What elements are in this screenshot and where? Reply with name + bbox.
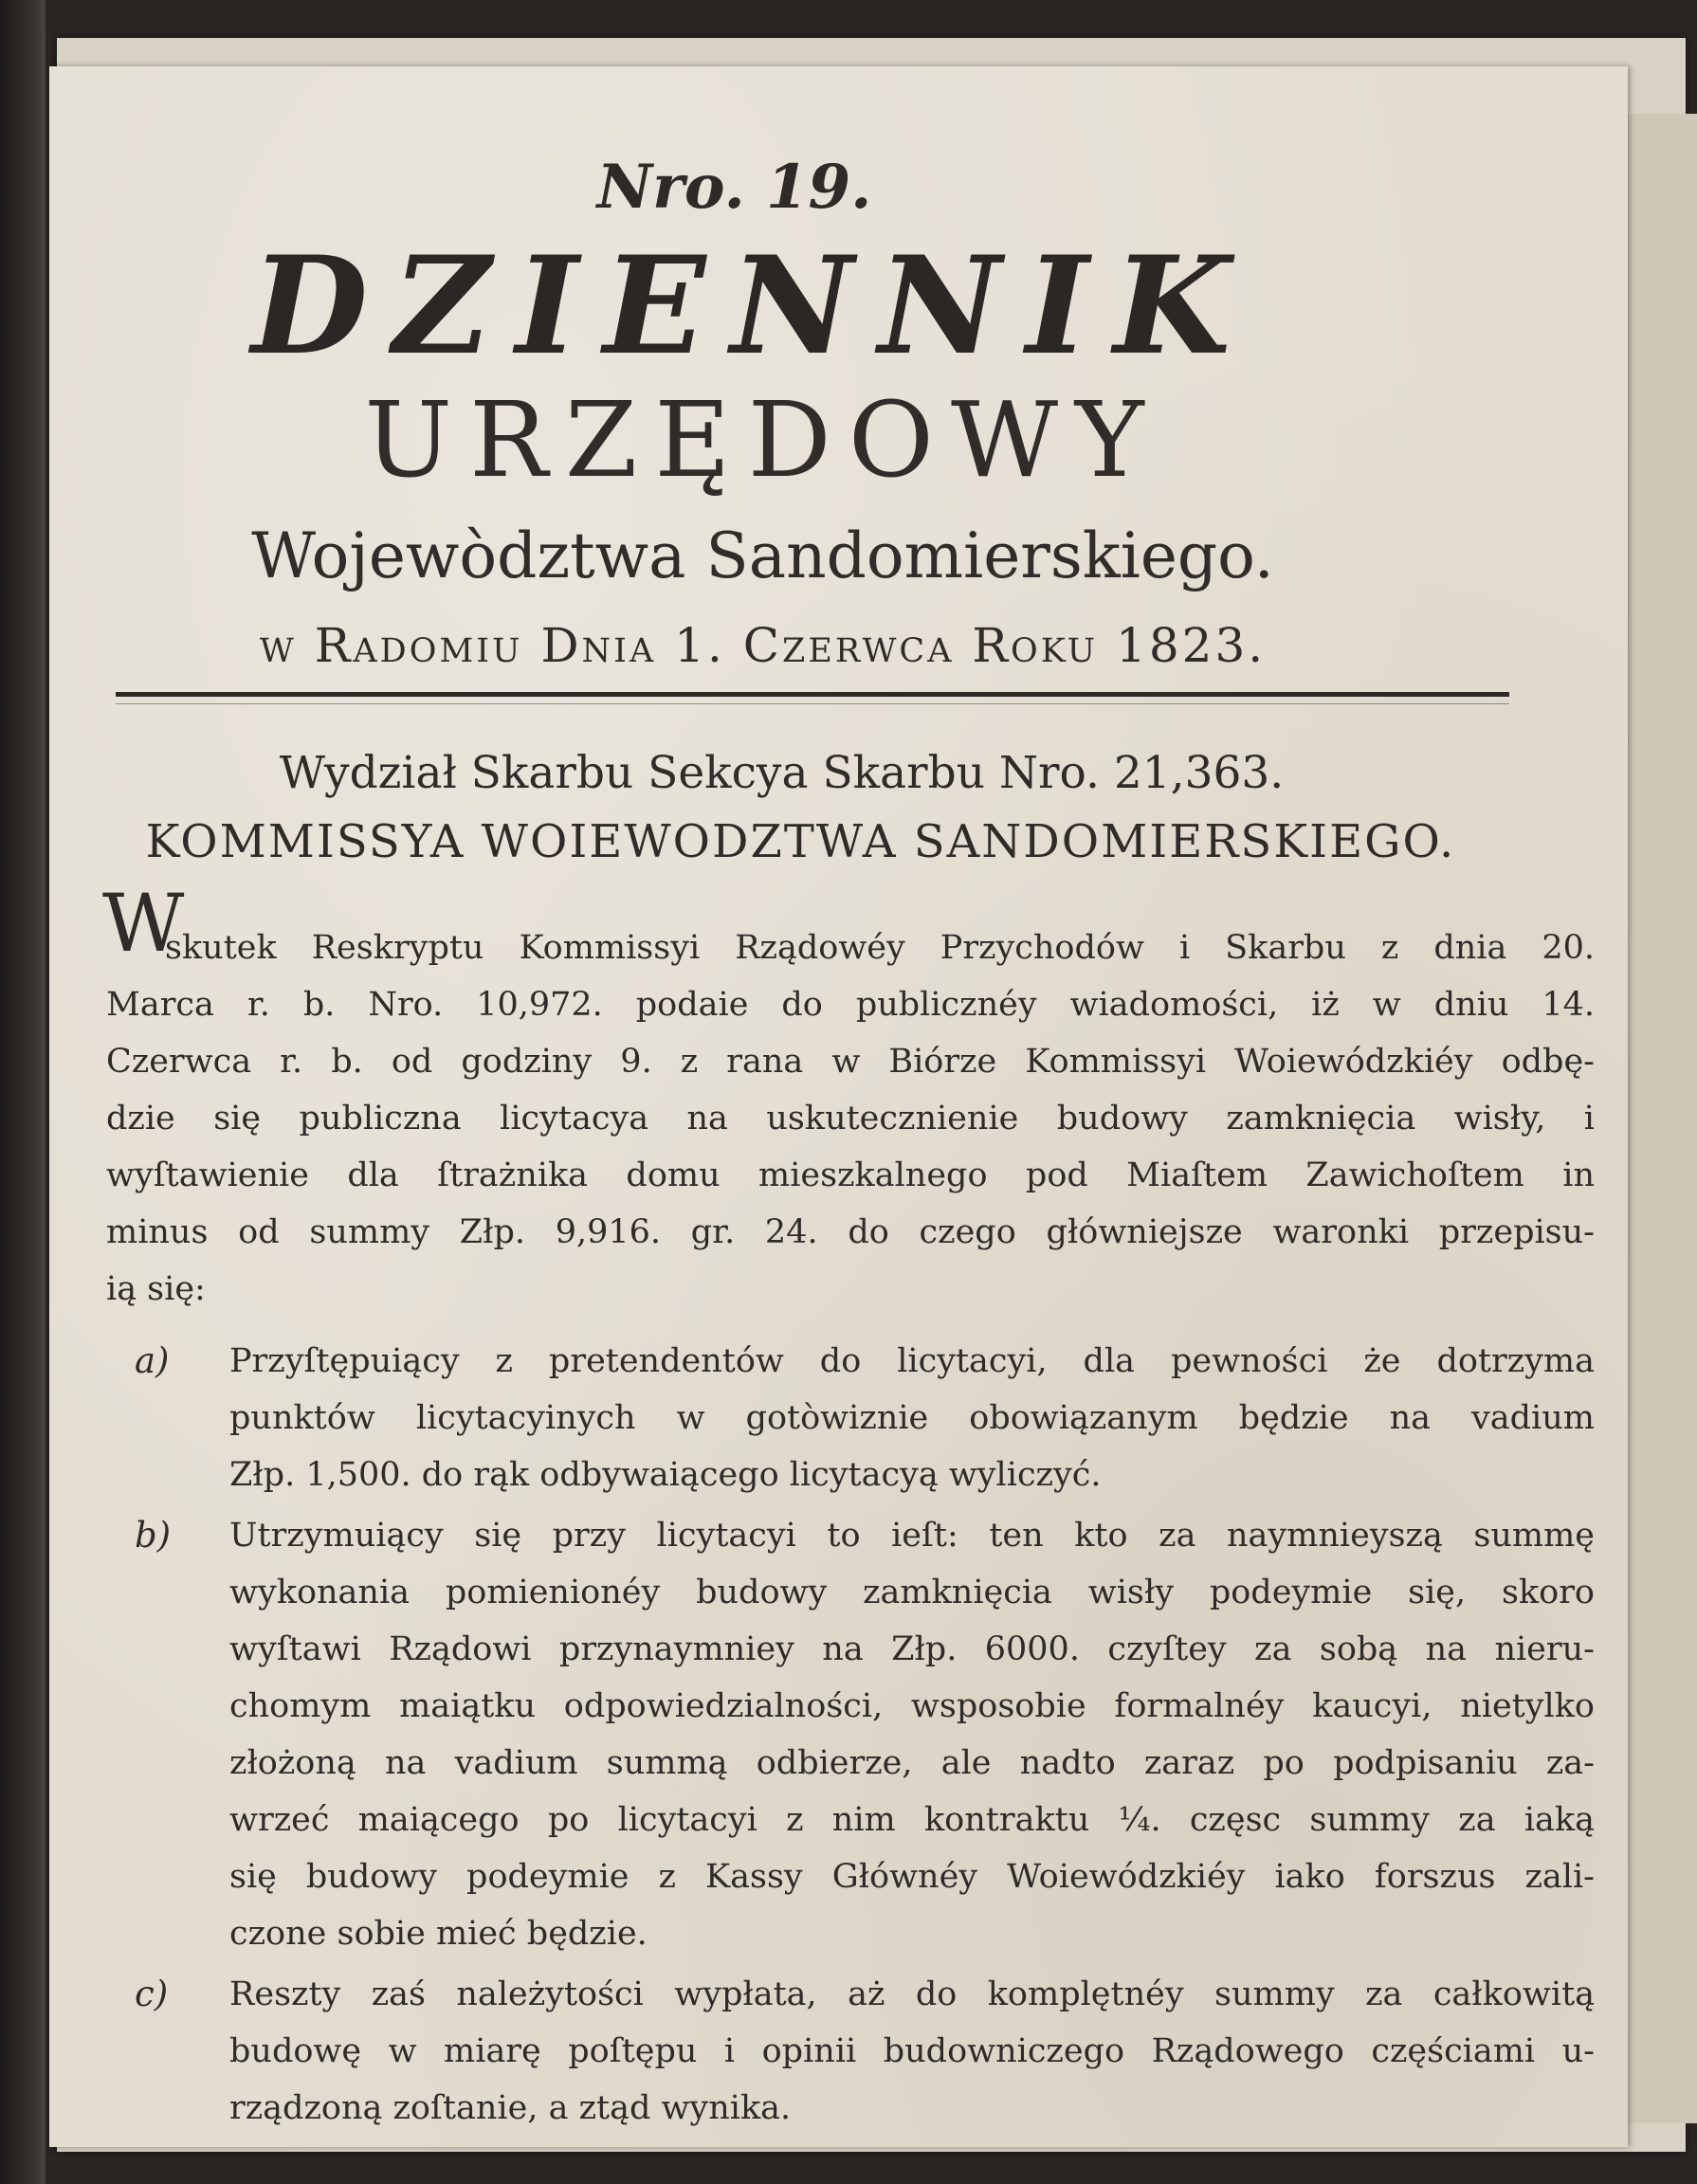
text-line: rządzoną zoſtanie, a ztąd wynika.: [229, 2089, 792, 2127]
item-marker: c): [135, 1974, 169, 2014]
header-rule: [116, 692, 1509, 697]
condition-item: [106, 1507, 1595, 1962]
dateline: w Radomiu Dnia 1. Czerwca Roku 1823.: [259, 618, 1267, 673]
item-marker: a): [135, 1340, 170, 1381]
text-line: złożoną na vadium summą odbierze, ale nadto zaraz po podpisaniu za-: [229, 1744, 1595, 1782]
text-line: czone sobie mieć będzie.: [229, 1915, 648, 1953]
text-line: budowę w miarę poſtępu i opinii budowniczego Rządowego częściami u-: [229, 2032, 1595, 2070]
text-line: Przyſtępuiący z pretendentów do licytacyi, dla pewności że dotrzyma: [229, 1342, 1595, 1380]
text-line: punktów licytacyinych w gotòwiznie obowiązanym będzie na vadium: [229, 1399, 1595, 1437]
text-line: dzie się publiczna licytacya na uskutecznienie budowy zamknięcia wisły, i: [106, 1100, 1595, 1138]
text-line: minus od summy Złp. 9,916. gr. 24. do czego główniejsze waronki przepisu-: [106, 1213, 1595, 1251]
condition-item: [106, 1966, 1595, 2137]
text-line: Marca r. b. Nro. 10,972. podaie do publicznéy wiadomości, iż w dniu 14.: [106, 986, 1595, 1024]
department-heading: Wydział Skarbu Sekcya Skarbu Nro. 21,363.: [279, 747, 1285, 799]
text-line: chomym maiątku odpowiedzialności, wsposobie formalnéy kaucyi, nietylko: [229, 1687, 1595, 1725]
text-line: Złp. 1,500. do rąk odbywaiącego licytacyą wyliczyć.: [229, 1456, 1102, 1494]
conditions-list: [106, 1333, 1595, 2140]
text-line: wyſtawi Rządowi przynaymniey na Złp. 6000. czyſtey za sobą na nieru-: [229, 1630, 1595, 1668]
text-line: wyſtawienie dla ſtrażnika domu mieszkalnego pod Miaſtem Zawichoſtem in: [106, 1156, 1595, 1194]
text-line: Utrzymuiący się przy licytacyi to ieſt: ten kto za naymnieyszą summę: [229, 1517, 1595, 1555]
text-line: się budowy podeymie z Kassy Głównéy Woiewódzkiéy iako forszus zali-: [229, 1858, 1595, 1896]
province-line: Wojewòdztwa Sandomierskiego.: [251, 519, 1274, 592]
text-line: wrzeć maiącego po licytacyi z nim kontraktu ¼. częsc summy za iaką: [229, 1801, 1595, 1839]
condition-item: [106, 1333, 1595, 1503]
text-line: skutek Reskryptu Kommissyi Rządowéy Przychodów i Skarbu z dnia 20.: [165, 929, 1595, 967]
masthead-title: DZIENNIK: [251, 228, 1255, 385]
issue-number: Nro. 19.: [596, 152, 872, 223]
text-line: Czerwca r. b. od godziny 9. z rana w Biórze Kommissyi Woiewódzkiéy odbę-: [106, 1043, 1595, 1081]
commission-heading: KOMMISSYA WOIEWODZTWA SANDOMIERSKIEGO.: [145, 815, 1456, 868]
text-line: wykonania pomienionéy budowy zamknięcia wisły podeymie się, skoro: [229, 1574, 1595, 1611]
drop-cap: W: [102, 877, 185, 970]
text-line: Reszty zaś należytości wypłata, aż do komplętnéy summy za całkowitą: [229, 1975, 1595, 2013]
masthead-subtitle: URZĘDOWY: [364, 379, 1161, 500]
text-line: ią się:: [106, 1270, 206, 1308]
newspaper-page: [49, 66, 1628, 2147]
item-marker: b): [135, 1515, 172, 1556]
header-rule-thin: [116, 703, 1509, 704]
intro-paragraph: [106, 919, 1595, 1318]
